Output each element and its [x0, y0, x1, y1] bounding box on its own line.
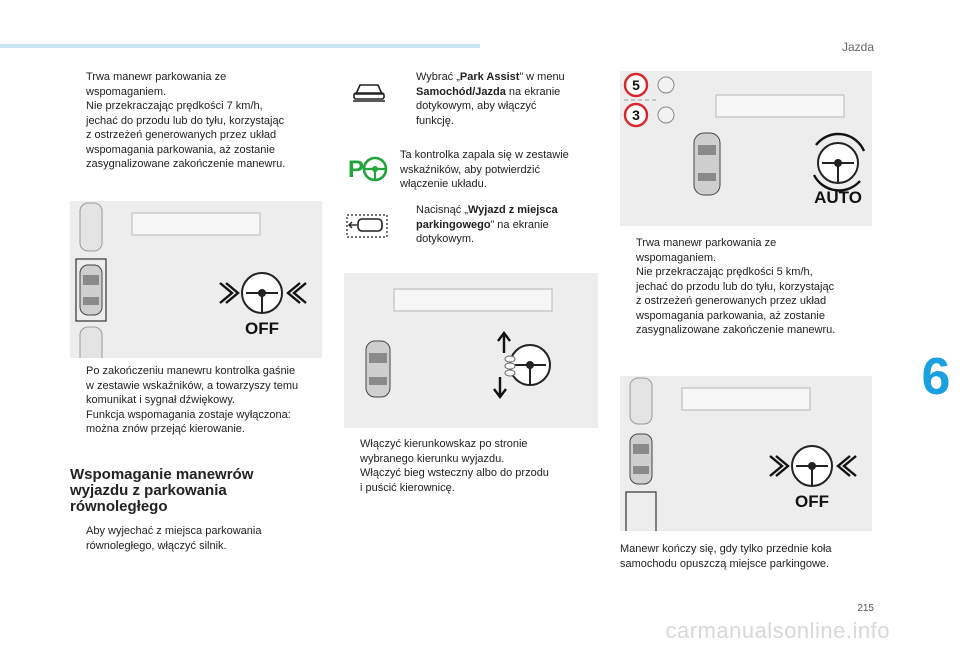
col3-bullet-1 — [620, 236, 880, 338]
text-line: wspomagania parkowania, aż zostanie — [636, 309, 825, 322]
text-line: Nie przekraczając prędkości 7 km/h, — [86, 100, 263, 112]
menu-name: Park Assist — [459, 71, 520, 83]
arrow-left-icon — [838, 456, 856, 476]
text-line: Funkcja wspomagania zostaje wyłączona: — [86, 408, 291, 421]
text-line: Trwa manewr parkowania ze — [86, 71, 227, 83]
text-line: jechać do przodu lub do tyłu, korzystając — [636, 280, 835, 293]
text-span: Nacisnąć „ — [416, 204, 468, 216]
parking-illustration-2 — [620, 376, 872, 531]
button-name: parkingowego — [416, 218, 491, 231]
text-line: wskaźników, aby potwierdzić — [400, 163, 541, 176]
text-line: Po zakończeniu manewru kontrolka gaśnie — [86, 365, 296, 377]
text-line: wspomaganiem. — [636, 251, 717, 264]
col1-bullet-1 — [70, 70, 330, 172]
auto-label: AUTO — [814, 188, 862, 207]
col2-bullet-2 — [400, 203, 600, 247]
own-car — [694, 133, 720, 195]
col2-paragraph — [400, 148, 600, 192]
col2-bullet-1 — [400, 70, 600, 128]
text-line: zasygnalizowane zakończenie manewru. — [86, 158, 286, 170]
text-line: Włączyć bieg wsteczny albo do przodu — [360, 467, 549, 479]
mini-steering-wheel-icon — [658, 77, 674, 93]
text-line: Włączyć kierunkowskaz po stronie — [360, 438, 528, 450]
button-name: Wyjazd z miejsca — [467, 204, 558, 216]
parking-slot — [682, 388, 810, 410]
bullet-marker — [400, 70, 416, 128]
parking-exit-figure — [344, 273, 598, 428]
text-span: Wybrać „ — [416, 71, 460, 83]
header-bar — [0, 44, 480, 48]
chapter-number: 6 — [921, 348, 951, 406]
section-title: Jazda — [841, 40, 874, 54]
parking-space-frame — [626, 492, 656, 531]
parking-slot — [394, 289, 552, 311]
bullet-marker — [620, 236, 636, 338]
menu-path: Samochód/Jazda — [416, 85, 506, 98]
text-line: wybranego kierunku wyjazdu. — [360, 452, 505, 465]
mini-steering-wheel-icon — [658, 107, 674, 123]
parking-figure-off — [70, 201, 322, 358]
bullet-marker — [70, 70, 86, 172]
bullet-marker — [344, 437, 360, 466]
text-line: jechać do przodu lub do tyłu, korzystając — [86, 114, 285, 127]
text-line: równoległego, włączyć silnik. — [86, 539, 227, 552]
section-heading — [70, 467, 330, 515]
parked-car-outline — [630, 378, 652, 424]
text-line: funkcję. — [416, 114, 454, 127]
text-line — [416, 203, 600, 218]
text-line: Manewr kończy się, gdy tylko przednie koła — [620, 543, 832, 555]
text-line: w zestawie wskaźników, a towarzyszy temu — [86, 379, 299, 392]
text-line — [416, 70, 600, 85]
own-car — [80, 265, 102, 315]
off-label: OFF — [245, 319, 279, 338]
parking-slot — [132, 213, 260, 235]
text-span: ” na ekranie — [490, 218, 549, 231]
col3-paragraph — [620, 542, 880, 571]
badge-number: 5 — [632, 77, 640, 93]
arrow-right-icon — [220, 283, 238, 303]
text-line: dotykowym. — [416, 233, 475, 245]
auto-parking-figure — [620, 71, 872, 226]
own-car — [366, 341, 390, 397]
svg-text:P: P — [348, 156, 365, 183]
off-label: OFF — [795, 492, 829, 511]
text-line: wspomaganiem. — [86, 85, 167, 98]
text-line: Ta kontrolka zapala się w zestawie — [400, 149, 569, 161]
text-line: zasygnalizowane zakończenie manewru. — [636, 324, 836, 336]
text-line: Nie przekraczając prędkości 5 km/h, — [636, 266, 813, 278]
parking-figure-off-2 — [620, 376, 872, 531]
parking-slot — [716, 95, 844, 117]
heading-line: równoległego — [70, 498, 168, 515]
chapter-tab — [912, 333, 960, 421]
text-line: z ostrzeżeń generowanych przez układ — [86, 129, 277, 141]
arrow-left-icon — [288, 283, 306, 303]
parking-exit-illustration — [344, 273, 598, 428]
bullet-marker — [70, 524, 86, 553]
bullet-marker — [70, 364, 86, 437]
badge-number: 3 — [632, 107, 640, 123]
text-line: komunikat i sygnał dźwiękowy. — [86, 394, 235, 406]
heading-line: wyjazdu z parkowania — [70, 482, 227, 499]
arrow-down-icon — [494, 377, 506, 397]
arrow-up-icon — [498, 333, 510, 353]
car-menu-icon — [352, 80, 386, 102]
col1-bullet-3 — [70, 524, 330, 553]
watermark: carmanualsonline.info — [665, 618, 890, 643]
auto-parking-illustration — [620, 71, 872, 226]
col2-bullet-3 — [344, 437, 604, 495]
text-line — [416, 85, 600, 100]
bullet-marker — [344, 466, 360, 495]
text-span: ” w menu — [519, 71, 565, 83]
text-line: włączenie układu. — [400, 178, 487, 190]
text-line: i puścić kierownicę. — [360, 481, 455, 494]
bullet-marker — [400, 203, 416, 247]
text-line: można znów przejąć kierowanie. — [86, 423, 245, 435]
heading-line: Wspomaganie manewrów — [70, 466, 254, 483]
parked-car-outline — [80, 203, 102, 251]
text-span: na ekranie — [505, 85, 561, 98]
own-car — [630, 434, 652, 484]
text-line: samochodu opuszczą miejsce parkingowe. — [620, 557, 830, 570]
text-line: z ostrzeżeń generowanych przez układ — [636, 295, 827, 307]
col1-bullet-2 — [70, 364, 340, 437]
text-line — [416, 218, 600, 233]
text-line: Aby wyjechać z miejsca parkowania — [86, 525, 262, 537]
text-line: dotykowym, aby włączyć — [416, 100, 537, 112]
page-number: 215 — [857, 603, 874, 614]
parking-exit-icon — [346, 212, 388, 240]
arrow-right-icon — [770, 456, 788, 476]
parked-car-outline — [80, 327, 102, 358]
parking-illustration — [70, 201, 322, 358]
park-assist-warning-light-icon — [346, 153, 390, 185]
text-line: Trwa manewr parkowania ze — [636, 237, 777, 249]
text-line: wspomagania parkowania, aż zostanie — [86, 143, 275, 156]
